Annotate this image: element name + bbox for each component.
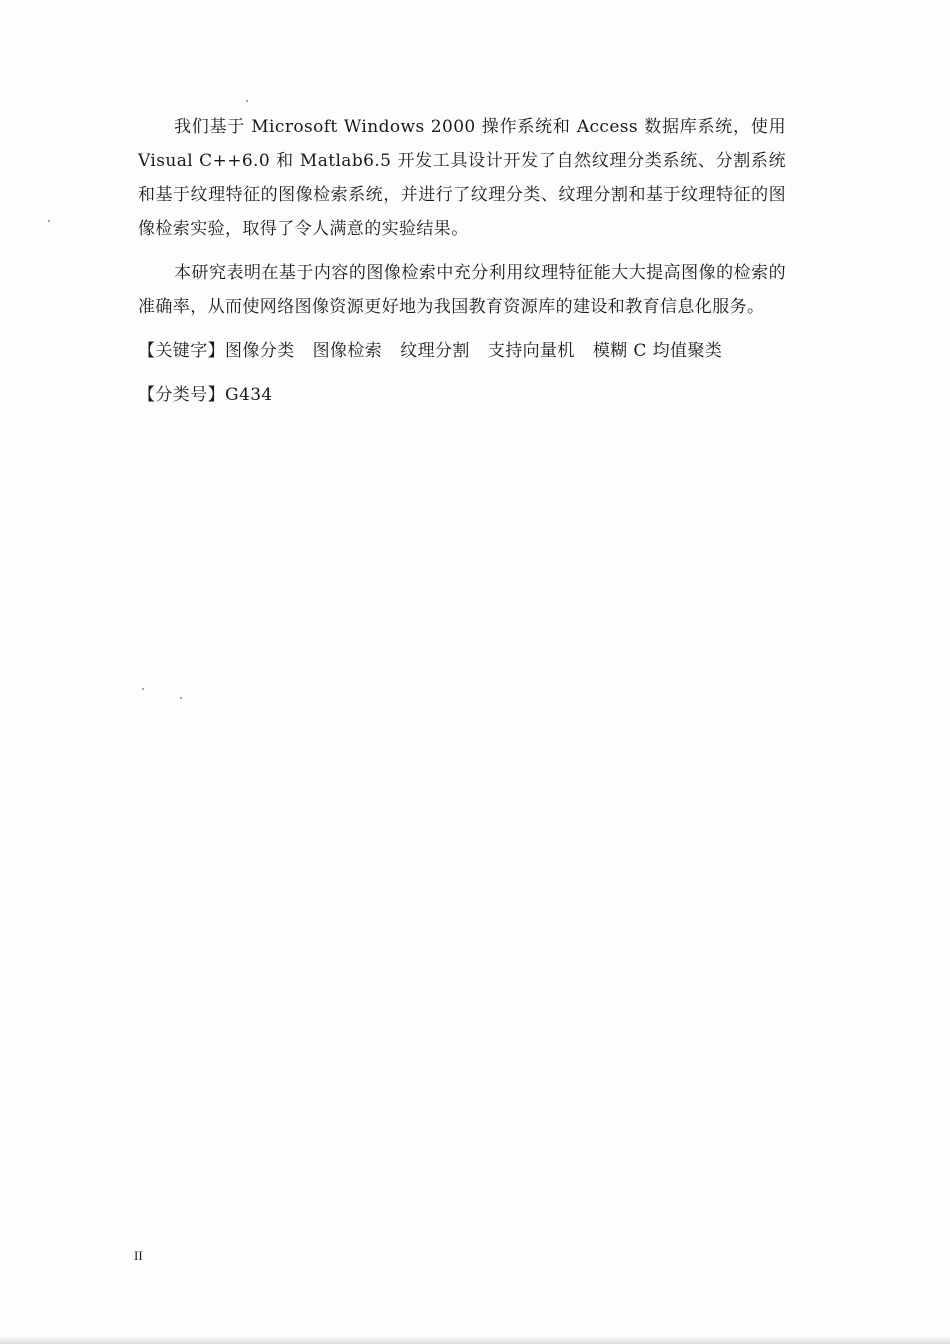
page-number: II (134, 1248, 143, 1263)
scan-bottom-edge (0, 1336, 950, 1344)
scan-speck (246, 100, 248, 102)
keywords-line (138, 334, 786, 368)
abstract-body (138, 110, 786, 412)
classification-line (138, 378, 786, 412)
keyword-item: 图像分类 (225, 341, 295, 361)
classification-value: G434 (225, 385, 273, 405)
keywords-label: 【关键字】 (138, 341, 225, 361)
keyword-item: 纹理分割 (400, 341, 470, 361)
scan-speck (180, 697, 182, 699)
classification-label: 【分类号】 (138, 385, 225, 405)
keyword-item: 模糊 C 均值聚类 (592, 341, 723, 361)
keyword-item: 图像检索 (312, 341, 383, 361)
scan-speck (142, 688, 144, 690)
abstract-paragraph-1: 我们基于 Microsoft Windows 2000 操作系统和 Access 数据库系统，使用 Visual C++6.0 和 Matlab6.5 开发工具设计开发了自然纹理分类系统、分割系统和基于纹理特征的图像检索系统，并进行了纹理分类、纹理分割和基于纹理特征的图像检索实验，取得了令人满意的实验结果。 (138, 117, 786, 239)
abstract-paragraph-2: 本研究表明在基于内容的图像检索中充分利用纹理特征能大大提高图像的检索的准确率，从而使网络图像资源更好地为我国教育资源库的建设和教育信息化服务。 (138, 263, 786, 317)
keyword-item: 支持向量机 (487, 341, 575, 361)
scan-speck (48, 220, 50, 222)
